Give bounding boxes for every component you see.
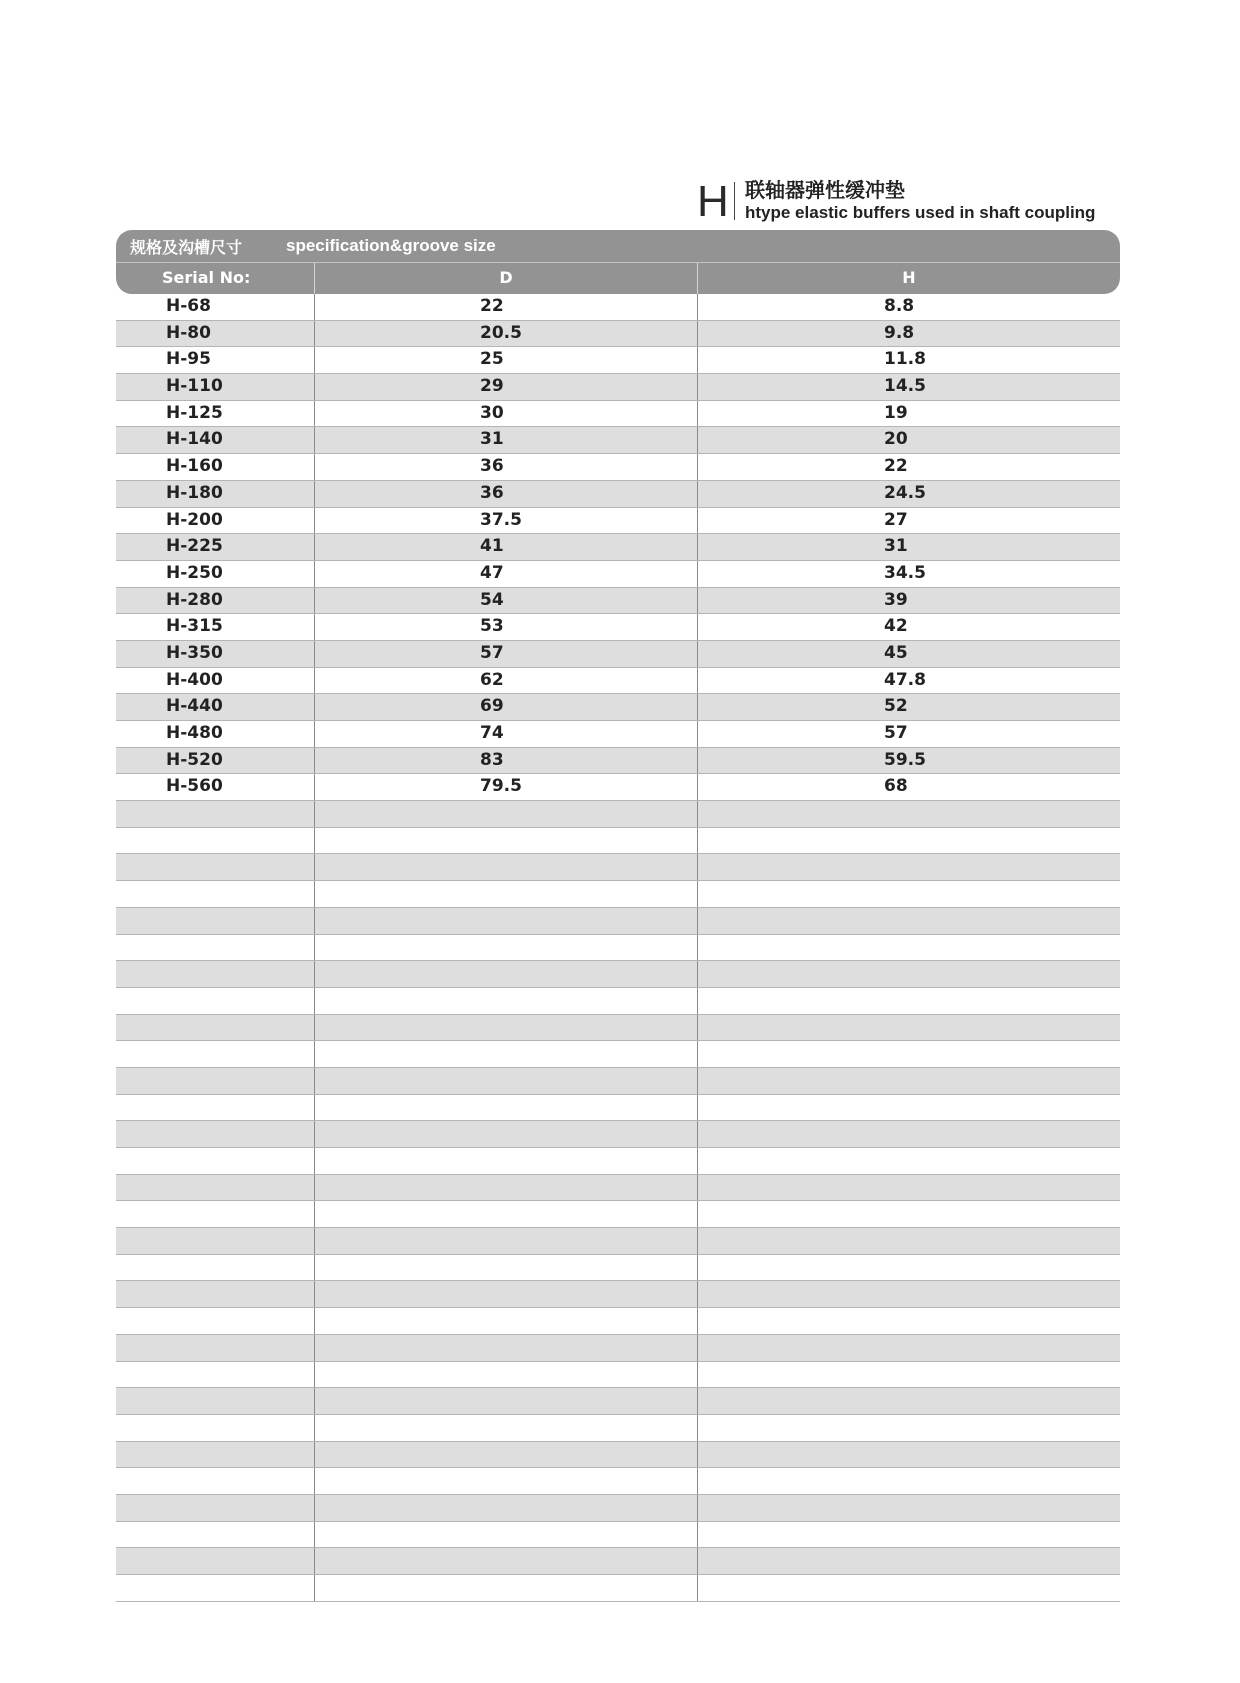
cell-serial: H-140 (166, 429, 223, 450)
cell-d (314, 1442, 697, 1468)
cell-d: 30 (314, 401, 697, 427)
table-row (116, 854, 1120, 881)
cell-d (314, 935, 697, 961)
cell-d (314, 1148, 697, 1174)
table-row (116, 534, 1120, 561)
cell-serial (116, 1148, 314, 1174)
table-row (116, 801, 1120, 828)
cell-serial: H-280 (166, 589, 223, 610)
cell-h: 20 (697, 427, 1120, 453)
cell-h: 27 (697, 508, 1120, 534)
cell-h (697, 1041, 1120, 1067)
cell-h (697, 1175, 1120, 1201)
table-row (116, 1228, 1120, 1255)
cell-d: 62 (314, 668, 697, 694)
cell-h (697, 1121, 1120, 1147)
cell-d (314, 1015, 697, 1041)
caption-english: specification&groove size (286, 236, 496, 255)
cell-d (314, 1522, 697, 1548)
cell-serial (116, 1415, 314, 1441)
cell-serial (116, 854, 314, 880)
cell-h (697, 935, 1120, 961)
cell-h: 9.8 (697, 321, 1120, 347)
cell-serial (116, 1121, 314, 1147)
cell-serial (116, 1281, 314, 1307)
cell-h (697, 908, 1120, 934)
cell-h (697, 1148, 1120, 1174)
table-row (116, 1468, 1120, 1495)
table-row (116, 321, 1120, 348)
table-caption-band (116, 230, 1120, 262)
cell-serial (116, 1495, 314, 1521)
column-header-serial: Serial No: (162, 268, 251, 287)
cell-serial (116, 1362, 314, 1388)
table-row (116, 988, 1120, 1015)
cell-serial: H-180 (166, 482, 223, 503)
cell-h: 14.5 (697, 374, 1120, 400)
table-row (116, 961, 1120, 988)
cell-serial: H-315 (166, 616, 223, 637)
cell-d: 74 (314, 721, 697, 747)
cell-h (697, 1442, 1120, 1468)
cell-d (314, 908, 697, 934)
table-row (116, 374, 1120, 401)
cell-serial (116, 1308, 314, 1334)
cell-serial: H-80 (166, 322, 211, 343)
cell-d (314, 1308, 697, 1334)
table-row (116, 1281, 1120, 1308)
cell-d: 29 (314, 374, 697, 400)
table-row (116, 481, 1120, 508)
cell-d (314, 828, 697, 854)
cell-d (314, 1228, 697, 1254)
table-row (116, 1575, 1120, 1602)
cell-serial (116, 1388, 314, 1414)
cell-h (697, 1388, 1120, 1414)
table-row (116, 1335, 1120, 1362)
table-row (116, 694, 1120, 721)
cell-serial: H-250 (166, 562, 223, 583)
table-row (116, 1068, 1120, 1095)
cell-d (314, 1121, 697, 1147)
cell-serial (116, 1095, 314, 1121)
table-row (116, 1095, 1120, 1122)
cell-d: 53 (314, 614, 697, 640)
cell-h (697, 1015, 1120, 1041)
cell-serial (116, 1468, 314, 1494)
cell-d: 69 (314, 694, 697, 720)
cell-d (314, 1468, 697, 1494)
cell-h (697, 1415, 1120, 1441)
table-row (116, 1362, 1120, 1389)
cell-serial: H-520 (166, 749, 223, 770)
table-row (116, 1442, 1120, 1469)
table-row (116, 1148, 1120, 1175)
cell-h: 68 (697, 774, 1120, 800)
caption-chinese: 规格及沟槽尺寸 (130, 238, 243, 257)
column-header-row (116, 262, 1120, 294)
cell-serial: H-110 (166, 376, 223, 397)
cell-h: 8.8 (697, 294, 1120, 320)
cell-serial: H-68 (166, 296, 211, 316)
cell-h (697, 988, 1120, 1014)
cell-serial: H-350 (166, 642, 223, 663)
cell-serial: H-200 (166, 509, 223, 530)
cell-d: 31 (314, 427, 697, 453)
table-row (116, 401, 1120, 428)
title-english: htype elastic buffers used in shaft coupling (745, 203, 1096, 222)
table-row (116, 1548, 1120, 1575)
cell-serial (116, 1548, 314, 1574)
cell-d (314, 1548, 697, 1574)
cell-d: 22 (314, 294, 697, 320)
series-letter: H (697, 177, 729, 226)
cell-serial (116, 1068, 314, 1094)
cell-d (314, 1575, 697, 1601)
cell-serial (116, 988, 314, 1014)
cell-d (314, 1362, 697, 1388)
table-row (116, 1255, 1120, 1282)
cell-h (697, 1068, 1120, 1094)
table-row (116, 1121, 1120, 1148)
cell-serial: H-160 (166, 456, 223, 477)
cell-d: 57 (314, 641, 697, 667)
cell-d (314, 1041, 697, 1067)
cell-serial (116, 1522, 314, 1548)
cell-d: 36 (314, 481, 697, 507)
cell-serial (116, 1335, 314, 1361)
cell-d (314, 1175, 697, 1201)
cell-d (314, 988, 697, 1014)
cell-h: 24.5 (697, 481, 1120, 507)
cell-h: 22 (697, 454, 1120, 480)
cell-h (697, 1308, 1120, 1334)
table-row (116, 427, 1120, 454)
cell-h (697, 1255, 1120, 1281)
table-row (116, 908, 1120, 935)
cell-h (697, 1095, 1120, 1121)
cell-h (697, 1281, 1120, 1307)
cell-d (314, 881, 697, 907)
cell-h: 45 (697, 641, 1120, 667)
cell-h: 57 (697, 721, 1120, 747)
table-row (116, 1041, 1120, 1068)
cell-h (697, 1201, 1120, 1227)
cell-h (697, 1335, 1120, 1361)
cell-serial (116, 1255, 314, 1281)
table-row (116, 748, 1120, 775)
table-row (116, 561, 1120, 588)
cell-serial (116, 881, 314, 907)
cell-d (314, 961, 697, 987)
cell-d (314, 1415, 697, 1441)
cell-serial: H-95 (166, 349, 211, 370)
cell-h (697, 801, 1120, 827)
cell-h (697, 1548, 1120, 1574)
table-row (116, 881, 1120, 908)
table-row (116, 508, 1120, 535)
cell-serial (116, 1228, 314, 1254)
cell-d: 20.5 (314, 321, 697, 347)
cell-d (314, 1281, 697, 1307)
cell-h (697, 1495, 1120, 1521)
table-row (116, 668, 1120, 695)
table-row (116, 935, 1120, 962)
cell-h: 42 (697, 614, 1120, 640)
column-header-d: D (314, 263, 697, 294)
cell-serial (116, 961, 314, 987)
cell-h: 11.8 (697, 347, 1120, 373)
cell-h (697, 854, 1120, 880)
cell-serial: H-560 (166, 776, 223, 797)
cell-h: 31 (697, 534, 1120, 560)
cell-d (314, 1068, 697, 1094)
table-row (116, 641, 1120, 668)
table-row (116, 1015, 1120, 1042)
cell-d: 41 (314, 534, 697, 560)
cell-h: 47.8 (697, 668, 1120, 694)
cell-h (697, 1362, 1120, 1388)
table-row (116, 614, 1120, 641)
column-header-h: H (697, 263, 1120, 294)
cell-serial: H-400 (166, 669, 223, 690)
cell-h (697, 828, 1120, 854)
table-row (116, 1308, 1120, 1335)
cell-d (314, 1495, 697, 1521)
cell-d: 79.5 (314, 774, 697, 800)
cell-d: 54 (314, 588, 697, 614)
cell-serial (116, 1442, 314, 1468)
cell-serial (116, 828, 314, 854)
table-row (116, 1415, 1120, 1442)
cell-d (314, 1255, 697, 1281)
cell-serial (116, 1575, 314, 1601)
title-chinese: 联轴器弹性缓冲垫 (745, 178, 905, 202)
cell-h: 59.5 (697, 748, 1120, 774)
cell-h (697, 881, 1120, 907)
table-row (116, 828, 1120, 855)
cell-h: 34.5 (697, 561, 1120, 587)
cell-serial: H-480 (166, 723, 223, 743)
spec-table (116, 230, 1120, 1602)
table-row (116, 1201, 1120, 1228)
cell-d: 83 (314, 748, 697, 774)
cell-serial: H-225 (166, 536, 223, 557)
cell-h (697, 961, 1120, 987)
cell-d: 47 (314, 561, 697, 587)
cell-h: 39 (697, 588, 1120, 614)
cell-h (697, 1575, 1120, 1601)
table-row (116, 294, 1120, 321)
cell-serial (116, 1015, 314, 1041)
cell-h (697, 1228, 1120, 1254)
table-row (116, 347, 1120, 374)
cell-d (314, 801, 697, 827)
cell-d: 25 (314, 347, 697, 373)
cell-d (314, 1201, 697, 1227)
cell-h (697, 1522, 1120, 1548)
table-row (116, 1388, 1120, 1415)
cell-serial (116, 1041, 314, 1067)
cell-d (314, 854, 697, 880)
table-row (116, 1175, 1120, 1202)
cell-serial: H-125 (166, 402, 223, 423)
cell-h: 19 (697, 401, 1120, 427)
cell-serial: H-440 (166, 696, 223, 717)
table-row (116, 774, 1120, 801)
table-row (116, 454, 1120, 481)
cell-d (314, 1388, 697, 1414)
cell-serial (116, 1175, 314, 1201)
cell-h (697, 1468, 1120, 1494)
table-row (116, 1495, 1120, 1522)
cell-d (314, 1095, 697, 1121)
title-divider (734, 182, 735, 220)
cell-serial (116, 801, 314, 827)
table-row (116, 1522, 1120, 1549)
cell-serial (116, 935, 314, 961)
cell-d (314, 1335, 697, 1361)
cell-d: 36 (314, 454, 697, 480)
cell-h: 52 (697, 694, 1120, 720)
table-body (116, 294, 1120, 1602)
cell-serial (116, 1201, 314, 1227)
table-row (116, 721, 1120, 748)
table-row (116, 588, 1120, 615)
cell-serial (116, 908, 314, 934)
cell-d: 37.5 (314, 508, 697, 534)
